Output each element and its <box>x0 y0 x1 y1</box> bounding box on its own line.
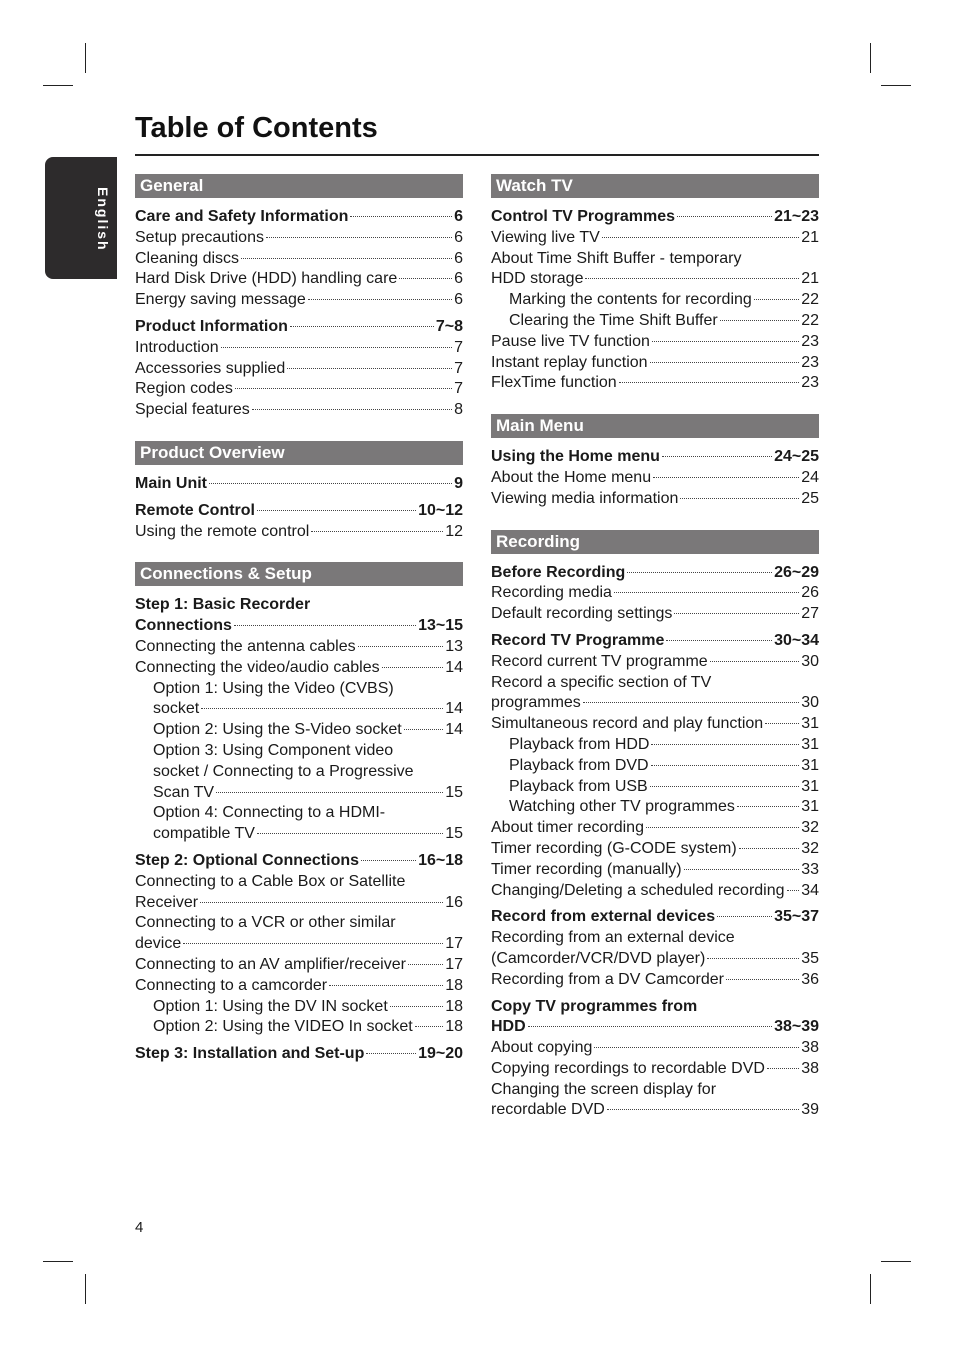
entry-label: Step 3: Installation and Set-up <box>135 1045 365 1063</box>
toc-section <box>491 174 819 394</box>
entry-page: 30 <box>801 652 819 670</box>
section-header: Product Overview <box>135 441 463 465</box>
toc-entry[interactable] <box>135 783 463 804</box>
entry-page: 31 <box>801 756 819 774</box>
dot-leader <box>607 1109 799 1110</box>
entry-page: 22 <box>801 291 819 309</box>
toc-heading-entry[interactable] <box>491 563 819 584</box>
entry-page: 10~12 <box>418 501 463 519</box>
dot-leader <box>290 326 434 327</box>
dot-leader <box>235 388 452 389</box>
toc-entry[interactable] <box>135 699 463 720</box>
toc-entry[interactable] <box>491 468 819 489</box>
entry-page: 7 <box>454 359 463 377</box>
dot-leader <box>650 786 799 787</box>
entry-label: Marking the contents for recording <box>509 291 752 309</box>
entry-label: Connecting the video/audio cables <box>135 658 380 676</box>
entry-page: 14 <box>445 658 463 676</box>
language-tab <box>45 157 117 279</box>
entry-label: Copying recordings to recordable DVD <box>491 1059 765 1077</box>
entry-page: 16 <box>445 893 463 911</box>
toc-entry[interactable] <box>491 797 819 818</box>
entry-page: 21 <box>801 270 819 288</box>
entry-label: Remote Control <box>135 501 255 519</box>
section-header: Watch TV <box>491 174 819 198</box>
toc-entry[interactable] <box>135 400 463 421</box>
toc-entry[interactable] <box>491 756 819 777</box>
dot-leader <box>358 646 444 647</box>
toc-entry[interactable] <box>135 637 463 658</box>
dot-leader <box>602 237 799 238</box>
entry-page: 18 <box>445 997 463 1015</box>
entry-page: 26 <box>801 584 819 602</box>
dot-leader <box>677 216 772 217</box>
dot-leader <box>209 483 452 484</box>
entry-page: 7~8 <box>435 317 463 335</box>
dot-leader <box>650 362 800 363</box>
dot-leader <box>404 729 443 730</box>
dot-leader <box>408 964 443 965</box>
toc-entry[interactable] <box>491 604 819 625</box>
toc-entry[interactable] <box>491 839 819 860</box>
entry-label: Using the Home menu <box>491 448 660 466</box>
toc-entry[interactable] <box>135 658 463 679</box>
toc-entry[interactable] <box>491 652 819 673</box>
toc-heading-entry[interactable] <box>135 501 463 522</box>
dot-leader <box>216 792 443 793</box>
toc-entry[interactable] <box>491 489 819 510</box>
dot-leader <box>350 216 452 217</box>
dot-leader <box>366 1053 416 1054</box>
entry-page: 32 <box>801 819 819 837</box>
dot-leader <box>308 299 452 300</box>
title-divider <box>135 154 819 156</box>
toc-entry[interactable] <box>135 955 463 976</box>
entry-label: Record TV Programme <box>491 631 665 649</box>
entry-page: 15 <box>445 825 463 843</box>
entry-page: 31 <box>801 777 819 795</box>
toc-entry[interactable] <box>491 332 819 353</box>
dot-leader <box>528 1026 772 1027</box>
toc-entry[interactable] <box>135 522 463 543</box>
entry-label: Option 2: Using the VIDEO In socket <box>153 1018 413 1036</box>
entry-label: Step 2: Optional Connections <box>135 851 360 869</box>
dot-leader <box>594 1047 799 1048</box>
entry-page: 17 <box>445 935 463 953</box>
dot-leader <box>361 860 416 861</box>
entry-label-line: Connecting to a VCR or other similar <box>135 914 396 932</box>
entry-label: Using the remote control <box>135 522 310 540</box>
crop-mark <box>870 1274 871 1304</box>
toc-section <box>135 174 463 421</box>
entry-label: Energy saving message <box>135 291 306 309</box>
dot-leader <box>390 1006 443 1007</box>
dot-leader <box>183 943 443 944</box>
toc-left-column <box>135 174 463 1085</box>
crop-mark <box>870 43 871 73</box>
toc-group <box>135 474 463 495</box>
toc-section <box>491 530 819 1122</box>
toc-entry[interactable] <box>491 949 819 970</box>
entry-label: Option 2: Using the S-Video socket <box>153 721 402 739</box>
entry-page: 32 <box>801 839 819 857</box>
entry-page: 17 <box>445 955 463 973</box>
toc-entry[interactable] <box>491 1059 819 1080</box>
entry-page: 39 <box>801 1101 819 1119</box>
crop-mark <box>85 43 86 73</box>
dot-leader <box>651 765 800 766</box>
entry-page: 7 <box>454 380 463 398</box>
toc-entry[interactable] <box>491 311 819 332</box>
toc-entry[interactable] <box>491 1100 819 1121</box>
entry-label: Viewing live TV <box>491 228 600 246</box>
toc-group <box>135 851 463 1038</box>
entry-label-line: Option 3: Using Component video <box>153 741 394 759</box>
entry-page: 13 <box>445 637 463 655</box>
toc-entry[interactable] <box>135 934 463 955</box>
entry-page: 27 <box>801 605 819 623</box>
entry-label-line: Step 1: Basic Recorder <box>135 596 311 614</box>
toc-entry[interactable] <box>135 720 463 741</box>
page-title: Table of Contents <box>135 112 378 144</box>
entry-page: 26~29 <box>774 563 819 581</box>
entry-label: Connecting to an AV amplifier/receiver <box>135 955 406 973</box>
toc-entry[interactable] <box>491 373 819 394</box>
entry-page: 33 <box>801 860 819 878</box>
dot-leader <box>200 902 443 903</box>
entry-label: Introduction <box>135 338 219 356</box>
dot-leader <box>754 299 799 300</box>
toc-group <box>491 447 819 509</box>
toc-group <box>135 501 463 543</box>
dot-leader <box>201 708 443 709</box>
entry-label: Control TV Programmes <box>491 208 676 225</box>
entry-page: 35 <box>801 949 819 967</box>
entry-page: 8 <box>454 401 463 419</box>
entry-label: Changing/Deleting a scheduled recording <box>491 881 785 899</box>
entry-label: Clearing the Time Shift Buffer <box>509 311 718 329</box>
entry-page: 14 <box>445 721 463 739</box>
toc-entry[interactable] <box>491 818 819 839</box>
toc-entry[interactable] <box>491 777 819 798</box>
entry-label: Cleaning discs <box>135 249 240 267</box>
dot-leader <box>382 667 444 668</box>
dot-leader <box>717 916 772 917</box>
toc-entry[interactable] <box>135 228 463 249</box>
entry-label: (Camcorder/VCR/DVD player) <box>491 949 706 967</box>
entry-page: 9 <box>454 474 463 492</box>
entry-label: Scan TV <box>153 783 215 801</box>
dot-leader <box>627 572 772 573</box>
toc-heading-entry[interactable] <box>491 907 819 928</box>
dot-leader <box>614 592 799 593</box>
entry-label: Hard Disk Drive (HDD) handling care <box>135 270 398 288</box>
dot-leader <box>666 640 772 641</box>
toc-entry[interactable] <box>135 997 463 1018</box>
dot-leader <box>680 498 799 499</box>
entry-label: HDD storage <box>491 270 584 288</box>
entry-page: 38~39 <box>774 1018 819 1036</box>
entry-label: About the Home menu <box>491 468 652 486</box>
dot-leader <box>662 456 772 457</box>
toc-entry[interactable] <box>491 269 819 290</box>
toc-group <box>135 595 463 845</box>
entry-label-line: Changing the screen display for <box>491 1080 717 1098</box>
toc-heading-entry[interactable] <box>135 616 463 637</box>
crop-mark <box>881 85 911 86</box>
entry-label: About copying <box>491 1039 593 1057</box>
toc-entry[interactable] <box>491 970 819 991</box>
toc-group <box>135 207 463 311</box>
entry-label-line: Option 4: Connecting to a HDMI- <box>153 804 386 822</box>
dot-leader <box>739 848 800 849</box>
toc-entry[interactable] <box>135 976 463 997</box>
section-header: General <box>135 174 463 198</box>
toc-heading-entry[interactable] <box>135 317 463 338</box>
toc-entry[interactable] <box>491 228 819 249</box>
entry-label-line: Option 1: Using the Video (CVBS) <box>153 679 394 697</box>
entry-label: programmes <box>491 694 581 712</box>
entry-label: Special features <box>135 401 250 419</box>
dot-leader <box>787 890 800 891</box>
entry-page: 31 <box>801 798 819 816</box>
entry-label: Pause live TV function <box>491 332 650 350</box>
entry-page: 23 <box>801 374 819 392</box>
entry-label: Connecting the antenna cables <box>135 637 356 655</box>
entry-label: Connecting to a camcorder <box>135 976 328 994</box>
entry-page: 31 <box>801 715 819 733</box>
toc-heading-entry[interactable] <box>491 1017 819 1038</box>
entry-page: 30 <box>801 694 819 712</box>
dot-leader <box>684 869 800 870</box>
entry-page: 21~23 <box>774 208 819 225</box>
entry-label: Playback from HDD <box>509 735 650 753</box>
entry-page: 35~37 <box>774 908 819 926</box>
dot-leader <box>585 278 799 279</box>
toc-heading-entry[interactable] <box>135 207 463 228</box>
dot-leader <box>221 347 452 348</box>
entry-label: Default recording settings <box>491 605 673 623</box>
entry-label-line: Connecting to a Cable Box or Satellite <box>135 872 406 890</box>
entry-page: 22 <box>801 311 819 329</box>
entry-label: Timer recording (manually) <box>491 860 682 878</box>
entry-label-line: Recording from an external device <box>491 929 735 947</box>
toc-entry[interactable] <box>491 881 819 902</box>
toc-group <box>491 207 819 394</box>
section-header: Connections & Setup <box>135 562 463 586</box>
entry-label: device <box>135 935 182 953</box>
toc-entry[interactable] <box>135 893 463 914</box>
page-number: 4 <box>135 1219 144 1236</box>
dot-leader <box>767 1068 799 1069</box>
entry-label: Timer recording (G-CODE system) <box>491 839 737 857</box>
dot-leader <box>583 702 799 703</box>
entry-label: About timer recording <box>491 819 644 837</box>
dot-leader <box>707 958 799 959</box>
entry-label: Care and Safety Information <box>135 208 349 225</box>
toc-group <box>135 1044 463 1065</box>
toc-entry[interactable] <box>135 338 463 359</box>
entry-label: compatible TV <box>153 825 255 843</box>
toc-entry[interactable] <box>491 583 819 604</box>
entry-label-line: Copy TV programmes from <box>491 997 698 1015</box>
toc-entry[interactable] <box>491 735 819 756</box>
section-header: Recording <box>491 530 819 554</box>
toc-entry[interactable] <box>491 1038 819 1059</box>
toc-heading-entry[interactable] <box>135 474 463 495</box>
crop-mark <box>85 1274 86 1304</box>
dot-leader <box>241 258 452 259</box>
toc-entry[interactable] <box>491 860 819 881</box>
entry-label: Product Information <box>135 317 288 335</box>
entry-page: 6 <box>454 249 463 267</box>
entry-page: 31 <box>801 735 819 753</box>
entry-label: Recording from a DV Camcorder <box>491 970 724 988</box>
entry-label-line: Record a specific section of TV <box>491 673 712 691</box>
toc-section <box>135 441 463 542</box>
dot-leader <box>252 409 452 410</box>
dot-leader <box>737 806 799 807</box>
entry-page: 6 <box>454 270 463 288</box>
toc-group <box>491 997 819 1122</box>
dot-leader <box>234 625 416 626</box>
section-header: Main Menu <box>491 414 819 438</box>
toc-entry[interactable] <box>135 359 463 380</box>
toc-section <box>491 414 819 509</box>
toc-entry[interactable] <box>135 269 463 290</box>
entry-label: Receiver <box>135 893 199 911</box>
entry-page: 21 <box>801 228 819 246</box>
entry-label: Recording media <box>491 584 612 602</box>
toc-entry[interactable] <box>135 824 463 845</box>
entry-page: 18 <box>445 1018 463 1036</box>
dot-leader <box>257 833 443 834</box>
entry-label: FlexTime function <box>491 374 617 392</box>
entry-page: 6 <box>454 228 463 246</box>
toc-group <box>135 317 463 421</box>
dot-leader <box>415 1026 444 1027</box>
entry-page: 30~34 <box>774 631 819 649</box>
entry-page: 34 <box>801 881 819 899</box>
dot-leader <box>674 613 799 614</box>
entry-page: 24~25 <box>774 448 819 466</box>
crop-mark <box>43 85 73 86</box>
entry-label: Region codes <box>135 380 233 398</box>
entry-label: socket <box>153 700 200 718</box>
entry-page: 36 <box>801 970 819 988</box>
toc-entry[interactable] <box>491 693 819 714</box>
entry-page: 23 <box>801 332 819 350</box>
toc-heading-entry[interactable] <box>135 851 463 872</box>
toc-entry[interactable] <box>491 714 819 735</box>
entry-label: Watching other TV programmes <box>509 798 735 816</box>
dot-leader <box>311 531 443 532</box>
entry-label: recordable DVD <box>491 1101 605 1119</box>
language-tab-label: English <box>95 187 111 252</box>
entry-label: Record current TV programme <box>491 652 708 670</box>
entry-label: Setup precautions <box>135 228 264 246</box>
dot-leader <box>287 368 452 369</box>
toc-entry[interactable] <box>491 353 819 374</box>
entry-label: Before Recording <box>491 563 626 581</box>
crop-mark <box>881 1261 911 1262</box>
dot-leader <box>257 510 416 511</box>
toc-heading-entry[interactable] <box>491 447 819 468</box>
dot-leader <box>726 979 799 980</box>
toc-section <box>135 562 463 1065</box>
entry-page: 7 <box>454 338 463 356</box>
crop-mark <box>43 1261 73 1262</box>
toc-entry[interactable] <box>135 249 463 270</box>
toc-entry[interactable] <box>135 379 463 400</box>
toc-group <box>491 907 819 990</box>
dot-leader <box>619 382 800 383</box>
toc-heading-entry[interactable] <box>135 1044 463 1065</box>
toc-entry[interactable] <box>491 290 819 311</box>
dot-leader <box>329 985 443 986</box>
toc-heading-entry[interactable] <box>491 207 819 228</box>
entry-label: Record from external devices <box>491 908 716 926</box>
toc-right-column <box>491 174 819 1141</box>
dot-leader <box>765 723 799 724</box>
entry-page: 38 <box>801 1059 819 1077</box>
entry-label: Viewing media information <box>491 489 679 507</box>
entry-page: 18 <box>445 976 463 994</box>
entry-page: 19~20 <box>418 1045 463 1063</box>
entry-label: Accessories supplied <box>135 359 286 377</box>
toc-group <box>491 563 819 625</box>
toc-heading-entry[interactable] <box>491 631 819 652</box>
entry-page: 6 <box>454 208 463 225</box>
entry-label: Main Unit <box>135 474 207 492</box>
entry-page: 38 <box>801 1039 819 1057</box>
entry-label: HDD <box>491 1018 526 1036</box>
entry-page: 14 <box>445 700 463 718</box>
entry-page: 16~18 <box>418 851 463 869</box>
entry-page: 23 <box>801 353 819 371</box>
toc-entry[interactable] <box>135 1017 463 1038</box>
dot-leader <box>653 477 799 478</box>
entry-label: Playback from USB <box>509 777 648 795</box>
entry-page: 13~15 <box>418 617 463 635</box>
entry-page: 12 <box>445 522 463 540</box>
dot-leader <box>651 744 799 745</box>
entry-label-line: socket / Connecting to a Progressive <box>153 762 414 780</box>
dot-leader <box>646 827 799 828</box>
entry-label-line: About Time Shift Buffer - temporary <box>491 249 742 267</box>
dot-leader <box>652 341 799 342</box>
entry-label: Playback from DVD <box>509 756 649 774</box>
toc-group <box>491 631 819 901</box>
entry-page: 25 <box>801 489 819 507</box>
entry-page: 6 <box>454 291 463 309</box>
toc-entry[interactable] <box>135 290 463 311</box>
entry-label: Option 1: Using the DV IN socket <box>153 997 388 1015</box>
dot-leader <box>266 237 452 238</box>
entry-page: 24 <box>801 468 819 486</box>
entry-label: Instant replay function <box>491 353 648 371</box>
dot-leader <box>710 661 800 662</box>
dot-leader <box>720 320 800 321</box>
dot-leader <box>399 278 452 279</box>
entry-label: Simultaneous record and play function <box>491 715 764 733</box>
entry-page: 15 <box>445 783 463 801</box>
entry-label: Connections <box>135 617 232 635</box>
